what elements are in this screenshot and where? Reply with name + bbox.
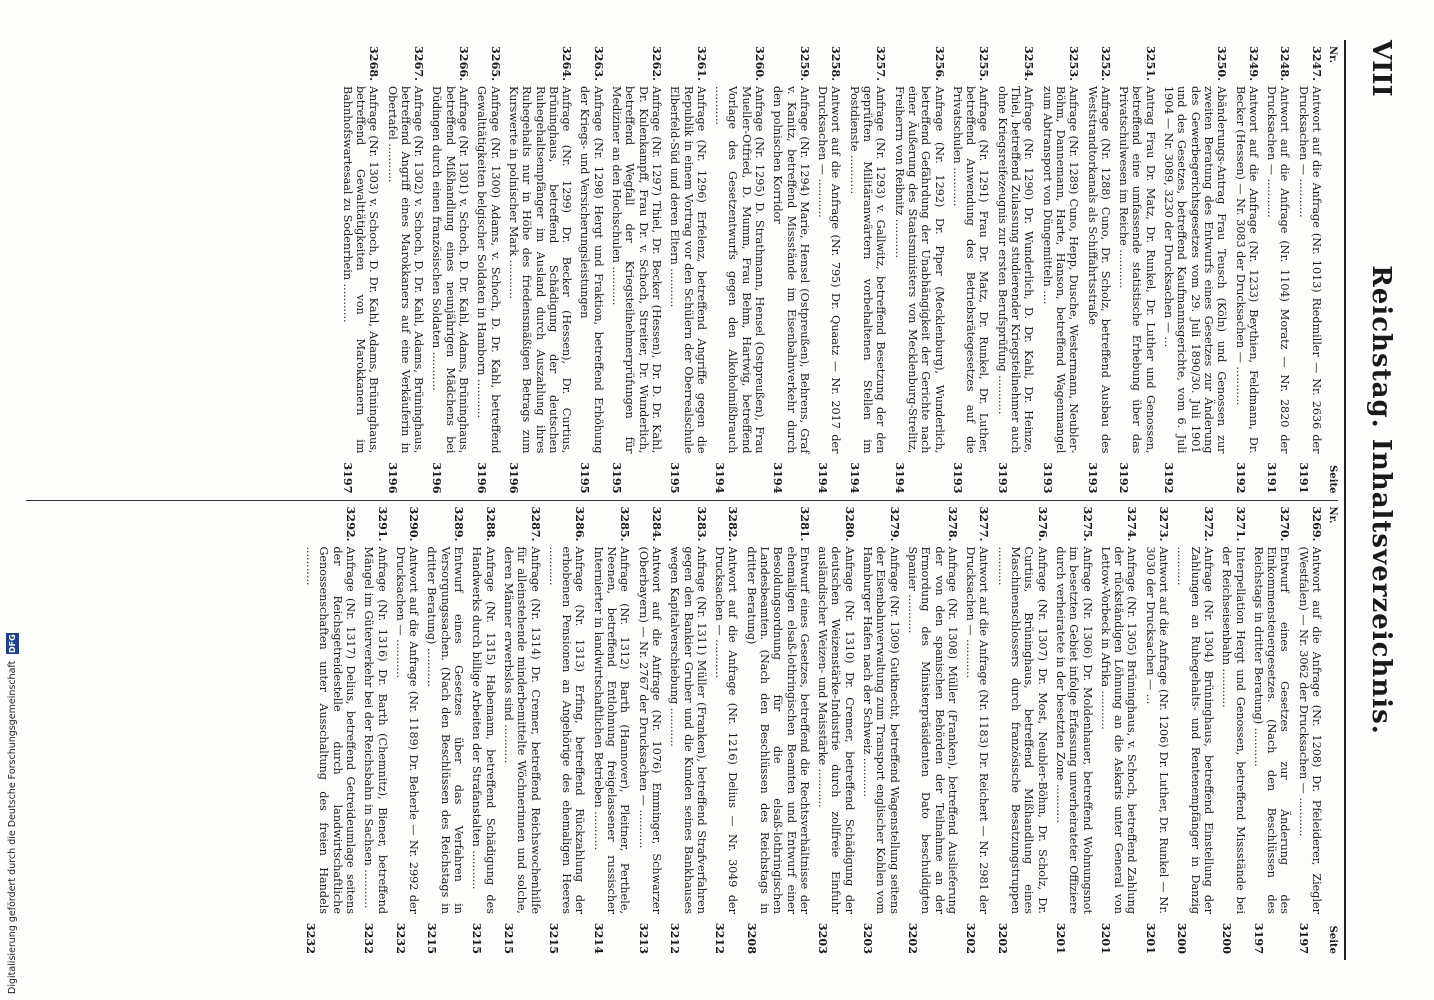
index-entry [1296, 46, 1323, 494]
entry-number: 3258. [829, 46, 844, 82]
entry-page: 3232 [393, 922, 408, 954]
entry-page: 3215 [470, 922, 485, 954]
entry-text: Antwort auf die Anfrage (Nr. 1206) Dr. Luther, Dr. Runkel — Nr. 3030 der Drucksachen — ... [1143, 546, 1171, 914]
index-entry [304, 507, 357, 955]
index-entry [951, 46, 991, 494]
index-entry [713, 46, 766, 494]
index-entry [816, 46, 843, 494]
entry-text: Antwort auf die Anfrage (Nr. 1216) Delius — Nr. 3049 der Drucksachen — ........... [713, 546, 740, 914]
entry-text: Antwort auf die Anfrage (Nr. 1233) Beythien, Feldmann, Dr. Becker (Hessen) — Nr. 3083 der Drucksachen — ........... [1233, 86, 1260, 454]
entry-text: Anfrage (Nr. 1314) Dr. Cremer, betreffend Reichswochenhilfe für alleinstehende minderbemittelte Wöchnerinnen und solche, deren Männer erwerbslos sind ........... [501, 546, 542, 914]
entry-page: 3193 [950, 462, 965, 494]
index-entry [636, 507, 663, 955]
entry-number: 3273. [1157, 506, 1172, 542]
entry-page: 3194 [892, 462, 907, 494]
entry-text: Interpellation Hergt und Genossen, betreffend Missstände bei der Reichseisenbahn ........... [1220, 546, 1247, 914]
entry-text: Antwort auf die Anfrage (Nr. 1076) Emminger, Schwarzer (Oberbayern) — Nr. 2767 der Drucksachen — ........... [636, 546, 663, 914]
entry-text: Anfrage (Nr. 1297) Thiel, Dr. Becker (Hessen), Dr. D. Dr. Kahl, Dr. Kulenkampff, Frau Dr. v. Schoch, Streiter, Dr. Wunderlich, betreffend Wegfall der Kriegsteilnehmerprüfungen für Mediziner an den Hochschulen ........... [610, 86, 663, 454]
index-entry [1117, 46, 1157, 494]
entry-text: Anfrage (Nr. 1292) Dr. Piper (Mecklenburg), Wunderlich, betreffend Gefährdung der Unabhängigkeit der Gerichte nach einer Äußerung des Staatsministers von Mecklenburg-Strelitz, Freiherrn von Reibnitz ........... [892, 86, 946, 454]
entry-page: 3196 [475, 462, 490, 494]
entry-number: 3276. [1035, 506, 1050, 542]
entry-page: 3194 [847, 462, 862, 494]
entry-page: 3195 [668, 462, 683, 494]
entry-page: 3212 [668, 922, 683, 954]
left-column-header [1327, 46, 1338, 494]
entry-number: 3249. [1246, 46, 1261, 82]
entry-number: 3253. [1067, 46, 1082, 82]
entry-page: 3215 [546, 922, 561, 954]
index-entry [578, 46, 605, 494]
entry-text: Antwort auf die Anfrage (Nr. 1208) Dr. Pfeleiderer, Ziegler (Westfalen) — Nr. 3062 der Drucksachen — ........... [1296, 546, 1323, 914]
entry-text: Anfrage (Nr. 1291) Frau Dr. Matz, Dr. Runkel, Dr. Luther, betreffend Anwendung des Betriebsrätegesetzes auf die Privatschulen ........... [950, 86, 991, 454]
entry-text: Anfrage (Nr. 1310) Dr. Cremer, betreffend Schädigung der deutschen Weizenstärke-Industrie durch zollfreie Einfuhr ausländischer Weizen- und Maisstärke ........... [816, 546, 856, 914]
entry-page: 3192 [1233, 462, 1248, 494]
entry-page: 3197 [340, 462, 355, 494]
entry-text: Anfrage (Nr. 1295) D. Strathmann, Hensel (Ostpreußen), Frau Mueller-Otfried, D. Mumm, Frau Behm, Hartwig, betreffend Vorlage des Gesetzentwurfs gegen den Alkoholmißbrauch ........... [713, 86, 767, 454]
entry-text: Antwort auf die Anfrage (Nr. 1104) Moratz — Nr. 2820 der Drucksachen — ........... [1265, 86, 1292, 454]
entry-text: Anfrage (Nr. 1293) v. Gallwitz, betreffend Besetzung der den geprüften Militäranwärtern vorbehaltenen Stellen im Postdienste ........... [847, 86, 888, 454]
entry-page: 3201 [1098, 922, 1113, 954]
entry-page: 3196 [506, 462, 521, 494]
index-entry [1143, 507, 1170, 955]
entry-text: Anfrage (Nr. 1288) Cuno, Dr. Scholz, betreffend Ausbau des Weststrandtorkanals als Schiffahrtsstraße [1085, 86, 1112, 454]
entry-page: 3232 [362, 922, 377, 954]
entry-page: 3191 [1296, 462, 1311, 494]
entry-page: 3202 [995, 922, 1010, 954]
entry-number: 3292. [344, 506, 358, 542]
entry-page: 3232 [304, 922, 319, 954]
entry-page: 3194 [713, 462, 728, 494]
entry-text: Antwort auf die Anfrage (Nr. 1013) Riedmiller — Nr. 2636 der Drucksachen — ........... [1296, 86, 1323, 454]
index-columns [26, 40, 1338, 960]
entry-page: 3203 [816, 922, 831, 954]
index-entry [1265, 46, 1292, 494]
index-entry [995, 507, 1048, 955]
index-entry [1040, 46, 1080, 494]
entry-number: 3283. [694, 506, 709, 542]
entry-number: 3275. [1080, 506, 1095, 542]
entry-number: 3288. [483, 506, 498, 542]
index-entry [892, 46, 945, 494]
entry-number: 3252. [1098, 46, 1113, 82]
index-entry [1220, 507, 1247, 955]
index-entry [668, 507, 708, 955]
entry-page: 3215 [425, 922, 440, 954]
entry-number: 3274. [1125, 506, 1140, 542]
entry-number: 3261. [694, 46, 709, 82]
entry-number: 3284. [649, 506, 664, 542]
entry-number: 3272. [1201, 506, 1216, 542]
index-entry [425, 507, 465, 955]
entry-page: 3192 [1162, 462, 1177, 494]
entry-number: 3285. [618, 506, 633, 542]
entry-number: 3280. [842, 506, 857, 542]
right-column-header [1327, 507, 1338, 955]
entry-text: Anfrage (Nr. 1305) Brüninghaus, v. Schoch, betreffend Zahlung der rückständigen Löhnung an die Askaris unter General von Lettow-Vorbeck in Afrika ........... [1098, 546, 1139, 914]
entry-text: Anfrage (Nr. 1300) Adams, v. Schoch, D. Dr. Kahl, betreffend Gewalttätigkeiten belgischer Soldaten in Hamborn ........... [475, 86, 502, 454]
entry-number: 3248. [1278, 46, 1293, 82]
entry-number: 3259. [797, 46, 812, 82]
entry-text: Anfrage (Nr. 1313) Erfing, betreffend Rückzahlung der erhobenen Pensionen an Angehörige des ehemaligen Heeres ........... [546, 546, 587, 914]
index-entry [507, 46, 573, 494]
left-entries [340, 46, 1323, 494]
page-header-label: Seite [1327, 465, 1338, 494]
entry-number: 3263. [591, 46, 606, 82]
entry-page: 3193 [995, 462, 1010, 494]
index-entry [475, 46, 502, 494]
index-entry [1296, 507, 1323, 955]
entry-page: 3201 [1143, 922, 1158, 954]
index-entry [861, 507, 901, 955]
entry-text: Anfrage (Nr. 1299) Dr. Becker (Hessen), Dr. Curtius, Brüninghaus, betreffend Schädigung der deutschen Ruhegehaltsempfänger im Ausland durch Auszahlung ihres Ruhegehalts nur in Höhe des friedensmäßigen Betrags zum Kurswerte in polnischer Mark ........... [506, 86, 574, 454]
entry-page: 3200 [1175, 922, 1190, 954]
entry-number: 3262. [649, 46, 664, 82]
dfg-logo: DFG [8, 633, 17, 653]
entry-page: 3196 [385, 462, 400, 494]
entry-page: 3194 [771, 462, 786, 494]
entry-number: 3256. [932, 46, 947, 82]
entry-text: Anfrage (Nr. 1317) Delius, betreffend Getreideumlage seitens der Reichsgetreidestelle durch landwirtschaftliche Genossenschaften unter Ausschaltung des freien Handels ........... [304, 546, 357, 914]
index-entry [1054, 507, 1094, 955]
entry-number: 3290. [407, 506, 422, 542]
entry-text: Anfrage (Nr. 1303) v. Schoch, D. Dr. Kahl, Adams, Brüninghaus, betreffend Gewalttätigkeiten von Marokkanern im Bahnhofswartesaal zu Sodenrhein ........... [340, 86, 381, 454]
entry-number: 3289. [452, 506, 467, 542]
entry-text: Anfrage (Nr. 1294) Marie, Hensel (Ostpreußen), Behrens, Graf v. Kanitz, betreffend Missstände im Eisenbahnverkehr durch den polnischen Korridor [771, 86, 811, 454]
entry-number: 3260. [753, 46, 768, 82]
page-header-label: Seite [1327, 925, 1338, 954]
index-entry [591, 507, 631, 955]
index-entry [1233, 46, 1260, 494]
entry-page: 3212 [713, 922, 728, 954]
entry-number: 3279. [887, 506, 902, 542]
entry-number: 3277. [977, 506, 992, 542]
entry-page: 3197 [1296, 922, 1311, 954]
index-entry [1085, 46, 1112, 494]
entry-number: 3264. [560, 46, 575, 82]
header-rule [1344, 40, 1346, 960]
entry-text: Anfrage (Nr. 1296) Erfelenz, betreffend Angriffe gegen die Republik in einem Vortrag vor den Schülern der Oberrealschule Elberfeld-Süd und deren Eltern ........... [668, 86, 708, 454]
entry-text: Anfrage (Nr. 1298) Hergt und Fraktion, betreffend Erhöhung der Kriegs- und Versicherungsleistungen [578, 86, 605, 454]
entry-text: Anfrage (Nr. 1312) Barth (Hannover), Pleitner, Perthele, Neenen, betreffend Entlohnung freigelassener russischer Internierter in landwirtschaftlichen Betrieben ........... [591, 546, 632, 914]
entry-text: Anfrage (Nr. 1289) Cuno, Hepp, Dusche, Westermann, Neubler-Böhm, Dannemann, Harte, Hanson, betreffend Wagenmangel zum Abtransport von Düngemitteln .... [1040, 86, 1081, 454]
index-entry [362, 507, 389, 955]
number-header: Nr. [1327, 506, 1338, 524]
entry-number: 3281. [797, 506, 812, 542]
left-column [26, 40, 1338, 500]
index-entry [964, 507, 991, 955]
entry-text: Anfrage (Nr. 1309) Gutknecht, betreffend Wagenstellung seitens der Eisenbahnverwaltung zum Transport englischer Kohlen vom Hamburger Hafen nach der Schweiz ........... [861, 546, 901, 914]
entry-number: 3282. [726, 506, 741, 542]
entry-text: Anfrage (Nr. 1301) v. Schoch, D. Dr. Kahl, Adams, Brüninghaus, betreffend Mißhandlung eines neunjährigen Mädchens bei Düdingen durch einen französischen Soldaten ........... [430, 86, 471, 454]
entry-number: 3250. [1215, 46, 1230, 82]
entry-page: 3215 [501, 922, 516, 954]
entry-number: 3247. [1310, 46, 1324, 82]
entry-number: 3254. [1022, 46, 1037, 82]
entry-page: 3202 [905, 922, 920, 954]
entry-page: 3192 [1117, 462, 1132, 494]
entry-number: 3251. [1143, 46, 1158, 82]
entry-text: Anfrage (Nr. 1307) Dr. Most, Neubler-Böhm, Dr. Scholz, Dr. Curtius, Brüninghaus, betreffend Mißhandlung eines Maschinenschlossers durch französische Besatzungstruppen ........... [995, 546, 1049, 914]
entry-number: 3265. [488, 46, 503, 82]
entry-page: 3202 [964, 922, 979, 954]
index-entry [502, 507, 542, 955]
entry-number: 3255. [977, 46, 992, 82]
index-entry [1099, 507, 1139, 955]
entry-page: 3193 [1085, 462, 1100, 494]
entry-page: 3197 [1251, 922, 1266, 954]
entry-page: 3201 [1053, 922, 1068, 954]
digitization-credit-text: Digitalisierung gefördert durch die Deutsche Forschungsgemeinschaft [7, 660, 18, 994]
entry-text: Anfrage (Nr. 1308) Müller (Franken), betreffend Auslieferung der von den spanischen Behörden der Teilnahme an der Ermordung des Ministerpräsidenten Dato beschuldigten Spanier ........... [905, 546, 959, 914]
index-entry [1252, 507, 1292, 955]
index-entry [1162, 46, 1228, 494]
entry-number: 3278. [945, 506, 960, 542]
entry-number: 3291. [375, 506, 390, 542]
entry-page: 3196 [430, 462, 445, 494]
entry-text: Anfrage (Nr. 1306) Dr. Moldenhauer, betreffend Wohnungsnot im besetzten Gebiet infolge Erfassung unverheirateter Offiziere durch verheiratete in der besetzten Zone ........... [1053, 546, 1094, 914]
entry-text: Antwort auf die Anfrage (Nr. 1189) Dr. Beherle — Nr. 2992 der Drucksachen — ........... [393, 546, 421, 914]
entry-page: 3194 [816, 462, 831, 494]
page-number: VIII [1366, 40, 1396, 97]
page-header [1350, 40, 1396, 960]
index-entry [906, 507, 959, 955]
entry-page: 3214 [591, 922, 606, 954]
entry-text: Anfrage (Nr. 1290) Dr. Wunderlich, D. Dr. Kahl, Dr. Heinze, Thiel, betreffend Zulassung studierender Kriegsteilnehmer auch ohne Kriegsreifezeugnis zur ersten Berufsprüfung ........... [995, 86, 1036, 454]
entry-text: Entwurf eines Gesetzes zur Änderung des Einkommensteuergesetzes. (Nach den Beschlüssen des Reichstags in dritter Beratung) ........... [1251, 546, 1292, 914]
entry-page: 3208 [744, 922, 759, 954]
index-entry [816, 507, 856, 955]
entry-page: 3193 [1040, 462, 1055, 494]
index-entry [430, 46, 470, 494]
entry-number: 3267. [412, 46, 427, 82]
entry-text: Antrag Frau Dr. Matz, Dr. Runkel, Dr. Luther und Genossen, betreffend eine umfassende statistische Erhebung über das Privatschulwesen im Reiche ........... [1117, 86, 1157, 454]
index-entry [340, 46, 380, 494]
right-entries [304, 507, 1323, 955]
index-entry [385, 46, 425, 494]
entry-text: Anfrage (Nr. 1315) Habemann, betreffend Schädigung des Handwerks durch billige Arbeiten der Strafanstalten ........... [470, 546, 497, 914]
index-entry [610, 46, 663, 494]
entry-text: Abänderungs-Antrag Frau Teusch (Köln) und Genossen zur zweiten Beratung des Entwurfs eines Gesetzes zur Änderung des Gewerbegerichtsgesetzes vom 29. Juli 1890/30. Juli 1901 und des Gesetzes, betreffend Kaufmannsgerichte, vom 6. Juli 1904 — Nr. 3089, 3230 der Drucksachen — ... [1162, 86, 1229, 454]
entry-text: Anfrage (Nr. 1302) v. Schoch, D. Dr. Kahl, Adams, Brüninghaus, betreffend Angriff eines Marokkaners auf eine Verkäuferin in Obertafel ........... [385, 86, 426, 454]
page-title: Reichstag. Inhaltsverzeichnis. [1366, 265, 1396, 735]
entry-page: 3195 [578, 462, 593, 494]
entry-page: 3213 [636, 922, 651, 954]
entry-text: Anfrage (Nr. 1316) Dr. Barth (Chemnitz), Biener, betreffend Mängel im Güterverkehr bei der Reichsbahn in Sachsen ........... [362, 546, 389, 914]
index-entry [995, 46, 1035, 494]
index-entry [668, 46, 708, 494]
entry-text: Entwurf eines Gesetzes über das Verfahren in Versorgungssachen. (Nach den Beschlüssen des Reichstags in dritter Beratung) ........... [425, 546, 466, 914]
index-entry [547, 507, 587, 955]
entry-number: 3270. [1278, 506, 1293, 542]
index-entry [848, 46, 888, 494]
index-entry [771, 46, 811, 494]
index-entry [713, 507, 740, 955]
entry-text: Antwort auf die Anfrage (Nr. 1183) Dr. Reichert — Nr. 2981 der Drucksachen — ........... [964, 546, 991, 914]
index-entry [394, 507, 421, 955]
index-entry [470, 507, 497, 955]
entry-text: Antwort auf die Anfrage (Nr. 795) Dr. Quaatz — Nr. 2017 der Drucksachen — ........... [816, 86, 843, 454]
entry-number: 3266. [457, 46, 472, 82]
entry-page: 3203 [861, 922, 876, 954]
entry-number: 3271. [1233, 506, 1248, 542]
index-entry [744, 507, 810, 955]
number-header: Nr. [1327, 46, 1338, 63]
entry-text: Anfrage (Nr. 1304) Brüninghaus, betreffend Einstellung der Zahlungen an Ruhegehalts- und Rentenempfänger in Danzig ........... [1175, 546, 1215, 914]
index-entry [1175, 507, 1215, 955]
entry-number: 3286. [573, 506, 588, 542]
entry-text: Anfrage (Nr. 1311) Müller (Franken), betreffend Strafverfahren gegen den Bankier Gruber und die Kunden seines Bankhauses wegen Kapitalverschiebung ........... [668, 546, 708, 914]
digitization-credit [6, 560, 20, 994]
entry-text: Entwurf eines Gesetzes, betreffend die Rechtsverhältnisse der ehemaligen elsaß-lothringischen Beamten und Entwurf einer Besoldungsordnung für die elsaß-lothringischen Landesbeamten. (Nach den Beschlüssen des Reichstags in dritter Beratung) [744, 546, 811, 914]
entry-page: 3195 [610, 462, 625, 494]
right-column [26, 500, 1338, 961]
entry-number: 3287. [528, 506, 543, 542]
entry-page: 3191 [1265, 462, 1280, 494]
entry-number: 3268. [367, 46, 382, 82]
entry-number: 3269. [1310, 506, 1324, 542]
entry-page: 3200 [1220, 922, 1235, 954]
entry-number: 3257. [874, 46, 889, 82]
